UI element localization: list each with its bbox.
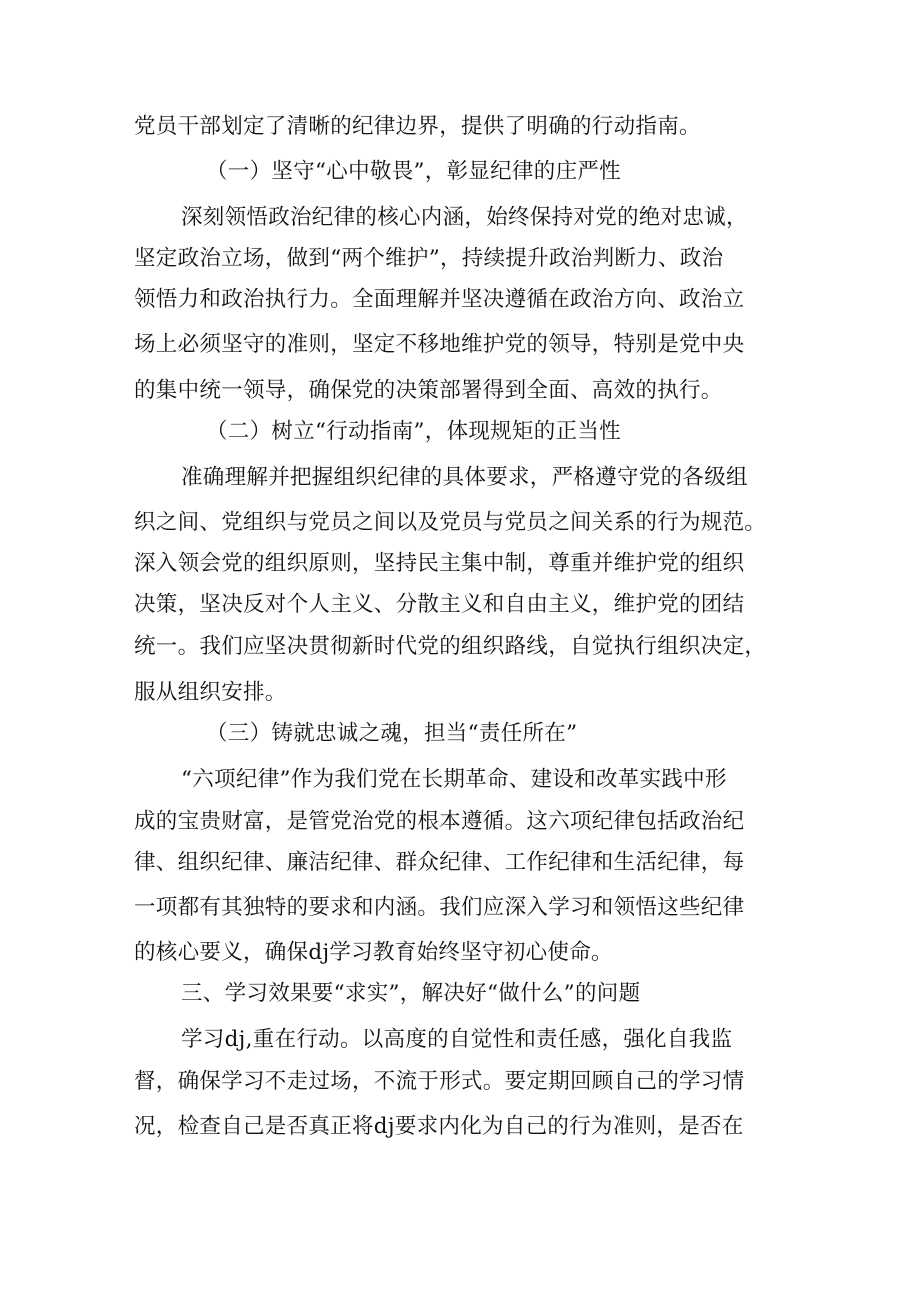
paragraph-line: 的核心要义，确保dj学习教育始终坚守初心使命。 — [134, 940, 613, 965]
section-heading-2: （二）树立“行动指南”，体现规矩的正当性 — [206, 419, 621, 444]
paragraph-line: 织之间、党组织与党员之间以及党员与党员之间关系的行为规范。 — [134, 510, 767, 535]
paragraph-line: 准确理解并把握组织纪律的具体要求，严格遵守党的各级组 — [181, 465, 748, 490]
paragraph-line: “六项纪律”作为我们党在长期革命、建设和改革实践中形 — [181, 767, 727, 792]
paragraph-line: 律、组织纪律、廉洁纪律、群众纪律、工作纪律和生活纪律，每 — [134, 850, 745, 875]
paragraph-line: 深刻领悟政治纪律的核心内涵，始终保持对党的绝对忠诚， — [181, 205, 748, 230]
paragraph-line: 的集中统一领导，确保党的决策部署得到全面、高效的执行。 — [134, 378, 723, 403]
paragraph-line: 学习dj,重在行动。以高度的自觉性和责任感，强化自我监 — [181, 1027, 733, 1052]
paragraph-line: 深入领会党的组织原则，坚持民主集中制，尊重并维护党的组织 — [134, 551, 745, 576]
paragraph-line: 坚定政治立场，做到“两个维护”，持续提升政治判断力、政治 — [134, 246, 724, 271]
paragraph-line: 况，检查自己是否真正将dj要求内化为自己的行为准则，是否在 — [134, 1114, 744, 1139]
paragraph-line: 领悟力和政治执行力。全面理解并坚决遵循在政治方向、政治立 — [134, 287, 745, 312]
paragraph-line: 决策，坚决反对个人主义、分散主义和自由主义，维护党的团结 — [134, 592, 745, 617]
section-heading-1: （一）坚守“心中敬畏”，彰显纪律的庄严性 — [206, 159, 621, 184]
section-heading-3: （三）铸就忠诚之魂，担当“责任所在” — [206, 721, 578, 746]
paragraph-line: 一项都有其独特的要求和内涵。我们应深入学习和领悟这些纪律 — [134, 895, 745, 920]
paragraph-line: 服从组织安排。 — [134, 680, 287, 705]
paragraph-line: 党员干部划定了清晰的纪律边界，提供了明确的行动指南。 — [134, 114, 701, 139]
paragraph-line: 统一。我们应坚决贯彻新时代党的组织路线，自觉执行组织决定， — [134, 634, 767, 659]
section-heading-main-3: 三、学习效果要“求实”，解决好“做什么”的问题 — [181, 981, 641, 1006]
paragraph-line: 场上必须坚守的准则，坚定不移地维护党的领导，特别是党中央 — [134, 332, 745, 357]
paragraph-line: 成的宝贵财富，是管党治党的根本遵循。这六项纪律包括政治纪 — [134, 809, 745, 834]
paragraph-line: 督，确保学习不走过场，不流于形式。要定期回顾自己的学习情 — [134, 1069, 745, 1094]
